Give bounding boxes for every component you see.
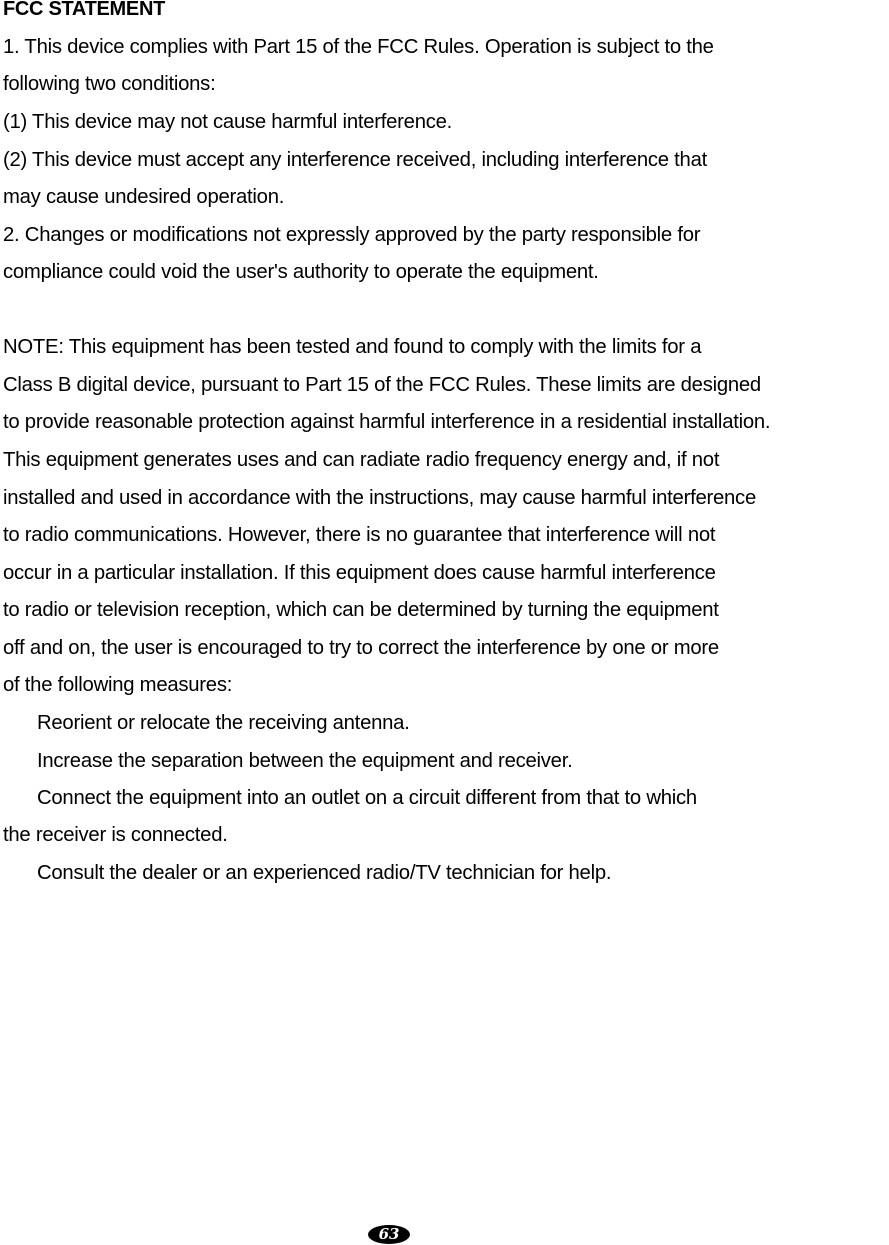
text-line: may cause undesired operation. <box>3 186 285 208</box>
text-line: 1. This device complies with Part 15 of the FCC Rules. Operation is subject to the <box>3 36 714 58</box>
text-line: This equipment generates uses and can radiate radio frequency energy and, if not <box>3 449 720 471</box>
text-line: Class B digital device, pursuant to Part 15 of the FCC Rules. These limits are designed <box>3 374 761 396</box>
page-title: FCC STATEMENT <box>3 0 166 20</box>
text-line: to radio or television reception, which can be determined by turning the equipment <box>3 599 719 621</box>
text-line: of the following measures: <box>3 674 233 696</box>
text-line: (1) This device may not cause harmful interference. <box>3 111 453 133</box>
text-line: 2. Changes or modifications not expressly approved by the party responsible for <box>3 224 701 246</box>
text-line: the receiver is connected. <box>3 824 228 846</box>
text-line: Increase the separation between the equipment and receiver. <box>37 750 573 772</box>
text-line: Connect the equipment into an outlet on a circuit different from that to which <box>37 787 697 809</box>
text-line: NOTE: This equipment has been tested and found to comply with the limits for a <box>3 336 702 358</box>
text-line: off and on, the user is encouraged to try to correct the interference by one or more <box>3 637 719 659</box>
text-line: following two conditions: <box>3 73 216 95</box>
text-line: occur in a particular installation. If this equipment does cause harmful interference <box>3 562 716 584</box>
text-line: to radio communications. However, there is no guarantee that interference will not <box>3 524 716 546</box>
text-line: to provide reasonable protection against harmful interference in a residential installation. <box>3 411 771 433</box>
text-line: Reorient or relocate the receiving antenna. <box>37 712 410 734</box>
text-line: installed and used in accordance with the instructions, may cause harmful interference <box>3 487 756 509</box>
page-number-badge: 63 <box>368 1225 410 1244</box>
text-line: compliance could void the user's authority to operate the equipment. <box>3 261 599 283</box>
text-line: Consult the dealer or an experienced radio/TV technician for help. <box>37 862 612 884</box>
text-line: (2) This device must accept any interference received, including interference that <box>3 149 707 171</box>
